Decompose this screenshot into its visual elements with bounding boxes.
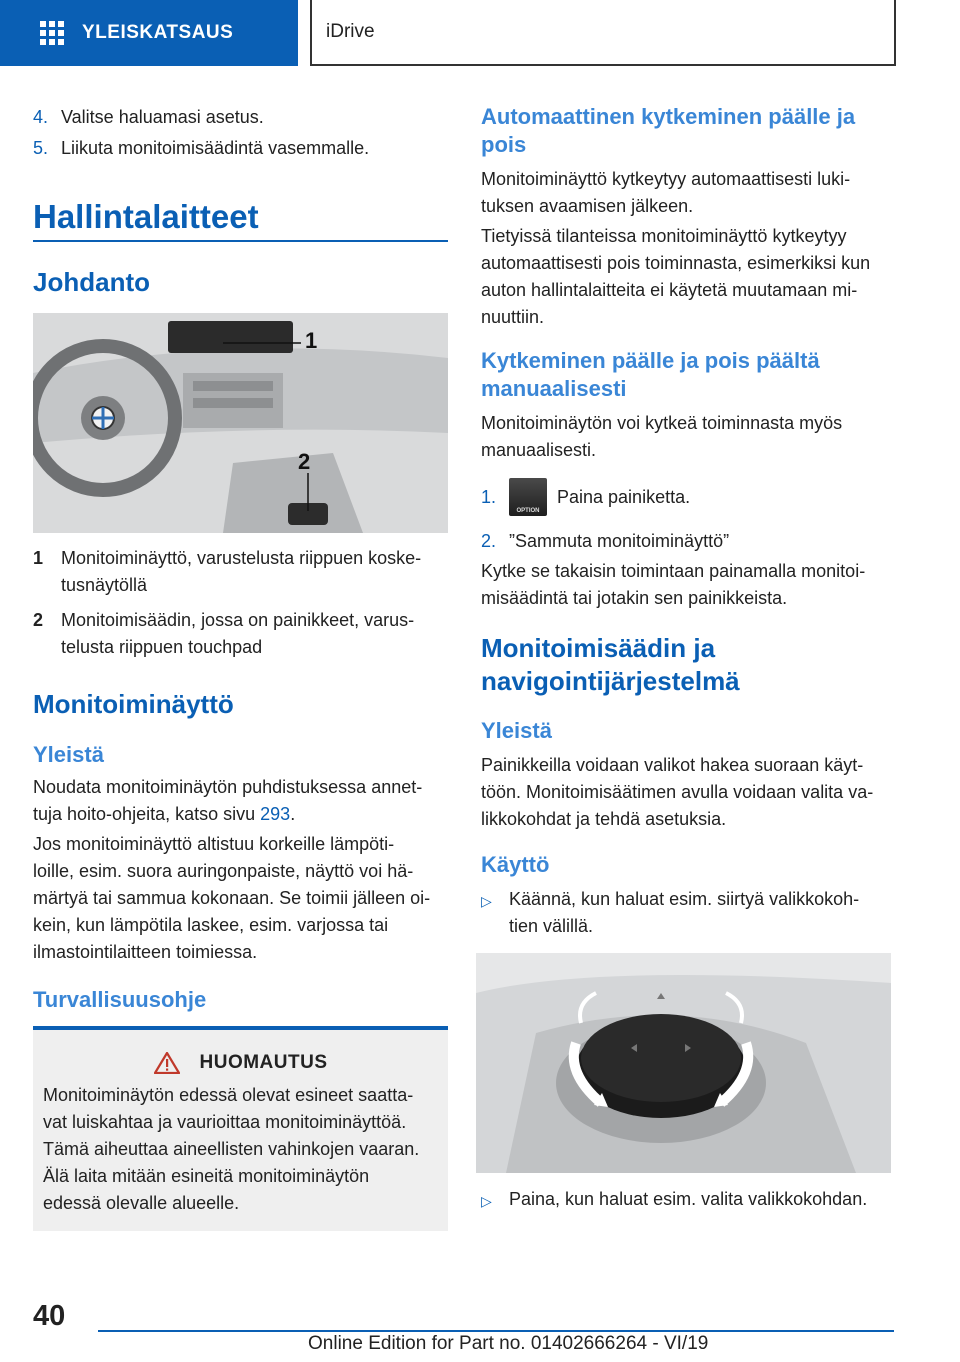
subsection-heading-display: Monitoiminäyttö bbox=[33, 689, 234, 719]
bullet-item bbox=[481, 1186, 901, 1215]
list-item bbox=[33, 133, 448, 164]
legend-text: Monitoiminäyttö, varustelusta riippuen koske‐ tusnäytöllä bbox=[61, 548, 422, 595]
controller-illustration bbox=[476, 953, 891, 1173]
paragraph-heat: Jos monitoiminäyttö altistuu korkeille lämpöti‐ loille, esim. suora auringonpaiste, näyttö voi hä‐ märtyä tai sammua kokonaan. Se toimii jälleen oi‐ kein, kun lämpötila laskee, esim. varjossa tai ilmastointilaitteen toimiessa. bbox=[33, 834, 431, 962]
bullet-item bbox=[481, 886, 901, 940]
sub-heading-safety: Turvallisuusohje bbox=[33, 987, 207, 1012]
cockpit-illustration bbox=[33, 313, 448, 533]
heading-rule bbox=[33, 240, 448, 242]
warning-label: HUOMAUTUS bbox=[199, 1052, 328, 1073]
bullet-text: Käännä, kun haluat esim. siirtyä valikkokoh‐ tien välillä. bbox=[509, 889, 860, 936]
figure-legend bbox=[33, 545, 448, 661]
legend-text: Monitoimisäädin, jossa on painikkeet, varus‐ telusta riippuen touchpad bbox=[61, 610, 415, 657]
sub-heading-general-2: Yleistä bbox=[481, 718, 552, 743]
paragraph-general: Painikkeilla voidaan valikot hakea suoraan käyt‐ töön. Monitoimisäätimen avulla voidaan valita va‐ likkokohdat ja tehdä asetuksia. bbox=[481, 755, 874, 829]
legend-item bbox=[33, 607, 448, 661]
step-text: ”Sammuta monitoiminäyttö” bbox=[509, 531, 730, 551]
step-text: Valitse haluamasi asetus. bbox=[61, 107, 264, 127]
sub-heading-general: Yleistä bbox=[33, 742, 104, 767]
step-number: 1. bbox=[481, 487, 497, 507]
warning-text: Monitoiminäytön edessä olevat esineet saatta‐ vat luiskahtaa ja vaurioittaa monitoiminäyttöä. Tämä aiheuttaa aineellisten vahinkojen vaaran. Älä laita mitään esineitä monitoiminäytön edessä olevalle alueelle. bbox=[43, 1085, 420, 1213]
triangle-bullet-icon: ▷ bbox=[481, 1193, 492, 1209]
cockpit-drawing bbox=[33, 313, 448, 533]
chapter-title-box bbox=[310, 0, 896, 66]
footer-rule bbox=[98, 1330, 894, 1332]
bullet-text: Paina, kun haluat esim. valita valikkokohdan. bbox=[509, 1189, 868, 1209]
paragraph-cleaning: Noudata monitoiminäytön puhdistuksessa annet‐ tuja hoito-ohjeita, katso sivu 293. bbox=[33, 777, 423, 824]
subsection-heading-intro: Johdanto bbox=[33, 267, 150, 297]
edition-footer: Online Edition for Part no. 01402666264 - VI/19 bbox=[308, 1333, 709, 1354]
warning-header bbox=[43, 1052, 438, 1074]
step-list bbox=[33, 102, 448, 164]
legend-key: 2 bbox=[33, 610, 44, 630]
paragraph-auto-1: Monitoiminäyttö kytkeytyy automaattisesti luki‐ tuksen avaamisen jälkeen. bbox=[481, 169, 851, 216]
option-button-icon: OPTION bbox=[509, 478, 547, 516]
step-text: Liikuta monitoimisäädintä vasemmalle. bbox=[61, 138, 370, 158]
manual-step-list bbox=[481, 478, 901, 555]
paragraph-manual-2: Kytke se takaisin toimintaan painamalla monitoi‐ misäädintä tai jotakin sen painikkeista. bbox=[481, 561, 866, 608]
step-text: Paina painiketta. bbox=[557, 487, 691, 507]
paragraph-auto-2: Tietyissä tilanteissa monitoiminäyttö kytkeytyy automaattisesti pois toiminnasta, esimerkiksi kun auton hallintalaitteita ei käytetä muutamaan mi‐ nuuttiin. bbox=[481, 226, 871, 327]
controller-drawing bbox=[476, 953, 891, 1173]
triangle-bullet-icon: ▷ bbox=[481, 893, 492, 909]
sub-heading-use: Käyttö bbox=[481, 852, 550, 877]
callout-1: 1 bbox=[305, 328, 318, 353]
step-number: 2. bbox=[481, 531, 497, 551]
chapter-title: iDrive bbox=[326, 21, 375, 42]
list-item bbox=[481, 528, 901, 555]
callout-2: 2 bbox=[298, 449, 311, 474]
warning-triangle-icon bbox=[154, 1052, 180, 1074]
subsection-heading-controller: Monitoimisäädin ja navigointijärjestelmä bbox=[481, 633, 740, 696]
section-tab-label: YLEISKATSAUS bbox=[82, 22, 234, 43]
warning-box bbox=[33, 1030, 448, 1231]
step-number: 4. bbox=[33, 107, 49, 127]
grid-icon bbox=[40, 21, 64, 45]
page-link[interactable]: 293 bbox=[260, 804, 291, 824]
sub-heading-manual: Kytkeminen päälle ja pois päältä manuaalisesti bbox=[481, 348, 820, 401]
section-heading: Hallintalaitteet bbox=[33, 198, 259, 235]
page-number: 40 bbox=[33, 1300, 66, 1332]
legend-item bbox=[33, 545, 448, 599]
legend-key: 1 bbox=[33, 548, 44, 568]
list-item bbox=[33, 102, 448, 133]
section-tab[interactable] bbox=[0, 0, 298, 66]
step-number: 5. bbox=[33, 138, 49, 158]
paragraph-manual: Monitoiminäytön voi kytkeä toiminnasta myös manuaalisesti. bbox=[481, 413, 843, 460]
list-item bbox=[481, 478, 901, 516]
sub-heading-auto: Automaattinen kytkeminen päälle ja pois bbox=[481, 104, 856, 157]
